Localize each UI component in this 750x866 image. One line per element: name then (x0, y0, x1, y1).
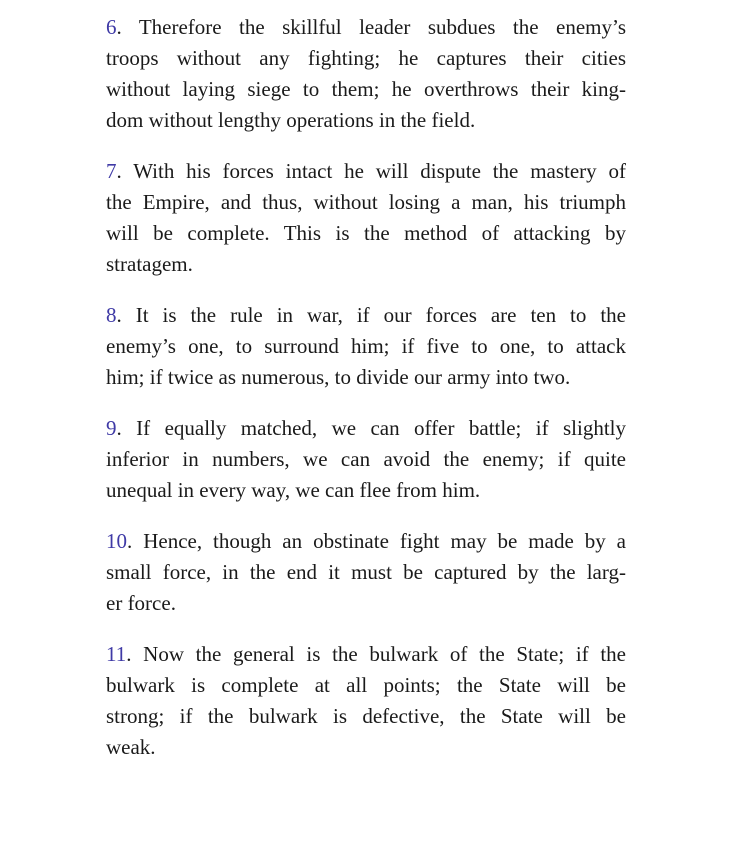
document-page (106, 12, 626, 783)
paragraph-line: troops without any fighting; he captures their cities (106, 46, 626, 70)
paragraph-line: dom without lengthy operations in the field. (106, 108, 476, 132)
paragraph-number: 6 (106, 15, 117, 39)
paragraph-line: enemy’s one, to surround him; if five to one, to attack (106, 334, 626, 358)
paragraph-9: 9. If equally matched, we can offer battle; if slightly inferior in numbers, we can avoid the enemy; if quite unequal in every way, we can flee from him. (106, 413, 626, 506)
paragraph-6: 6. Therefore the skillful leader subdues the enemy’s troops without any fighting; he captures their cities without laying siege to them; he overthrows their king- dom without lengthy operations in the field. (106, 12, 626, 136)
paragraph-7: 7. With his forces intact he will dispute the mastery of the Empire, and thus, without losing a man, his triumph will be complete. This is the method of attacking by stratagem. (106, 156, 626, 280)
paragraph-number: 11 (106, 642, 127, 666)
paragraph-number: 9 (106, 416, 117, 440)
paragraph-line: without laying siege to them; he overthrows their king- (106, 77, 626, 101)
paragraph-line: bulwark is complete at all points; the State will be (106, 673, 626, 697)
paragraph-line: inferior in numbers, we can avoid the enemy; if quite (106, 447, 626, 471)
paragraph-line: With his forces intact he will dispute the mastery of (133, 159, 626, 183)
paragraph-10: 10. Hence, though an obstinate fight may be made by a small force, in the end it must be captured by the larg- er force. (106, 526, 626, 619)
paragraph-line: weak. (106, 735, 156, 759)
paragraph-line: him; if twice as numerous, to divide our army into two. (106, 365, 571, 389)
paragraph-line: er force. (106, 591, 176, 615)
paragraph-line: It is the rule in war, if our forces are ten to the (135, 303, 627, 327)
paragraph-line: Therefore the skillful leader subdues the enemy’s (138, 15, 627, 39)
paragraph-8: 8. It is the rule in war, if our forces are ten to the enemy’s one, to surround him; if five to one, to attack him; if twice as numerous, to divide our army into two. (106, 300, 626, 393)
paragraph-line: If equally matched, we can offer battle; if slightly (136, 416, 627, 440)
paragraph-line: unequal in every way, we can flee from him. (106, 478, 481, 502)
paragraph-number: 8 (106, 303, 117, 327)
paragraph-line: Now the general is the bulwark of the State; if the (143, 642, 626, 666)
paragraph-number: 7 (106, 159, 117, 183)
paragraph-line: Hence, though an obstinate fight may be made by a (143, 529, 626, 553)
paragraph-line: strong; if the bulwark is defective, the State will be (106, 704, 626, 728)
paragraph-line: stratagem. (106, 252, 193, 276)
paragraph-line: will be complete. This is the method of attacking by (106, 221, 626, 245)
paragraph-11: 11. Now the general is the bulwark of the State; if the bulwark is complete at all points; the State will be strong; if the bulwark is defective, the State will be weak. (106, 639, 626, 763)
paragraph-number: 10 (106, 529, 127, 553)
paragraph-line: the Empire, and thus, without losing a man, his triumph (106, 190, 626, 214)
paragraph-line: small force, in the end it must be captured by the larg- (106, 560, 626, 584)
